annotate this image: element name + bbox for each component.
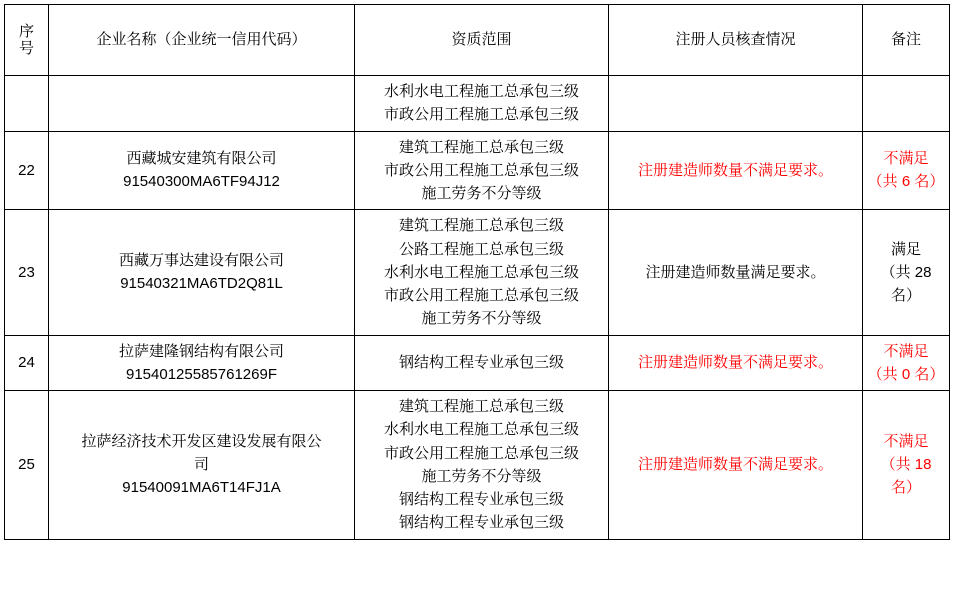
qualification-scope-line: 市政公用工程施工总承包三级 [383, 161, 579, 179]
qualification-scope-line: 市政公用工程施工总承包三级 [383, 106, 579, 124]
remark-line: （共 0 名） [867, 365, 945, 383]
row-personnel-check [609, 76, 863, 132]
qualification-scope-line: 水利水电工程施工总承包三级 [383, 83, 579, 100]
row-qualification-scope [355, 76, 609, 132]
remark-line: （共 18 [880, 456, 932, 474]
qualification-scope-line: 水利水电工程施工总承包三级 [383, 263, 579, 281]
row-sequence-number: 22 [5, 131, 49, 210]
column-header-personnel-check: 注册人员核查情况 [609, 5, 863, 76]
column-header-seq [5, 5, 49, 76]
qualification-scope-line: 钢结构工程专业承包三级 [398, 354, 564, 372]
row-company-name [49, 335, 355, 391]
company-name-line: 91540091MA6T14FJ1A [122, 479, 281, 497]
table-row [5, 391, 950, 540]
column-header-qualification-scope: 资质范围 [355, 5, 609, 76]
column-header-seq-line-1: 序 [18, 22, 34, 40]
row-personnel-check: 注册建造师数量不满足要求。 [609, 335, 863, 391]
row-company-name [49, 391, 355, 540]
column-header-remark: 备注 [863, 5, 950, 76]
company-name-line: 91540125585761269F [126, 365, 277, 383]
company-name-line: 91540300MA6TF94J12 [123, 173, 280, 191]
table-row [5, 210, 950, 335]
row-remark [863, 335, 950, 391]
table-header-row [5, 5, 950, 76]
column-header-company-name: 企业名称（企业统一信用代码） [49, 5, 355, 76]
qualification-scope-line: 水利水电工程施工总承包三级 [383, 421, 579, 439]
row-sequence-number: 25 [5, 391, 49, 540]
company-name-line: 西藏城安建筑有限公司 [126, 150, 277, 168]
qualification-table [4, 4, 950, 540]
table-row [5, 131, 950, 210]
row-sequence-number: 23 [5, 210, 49, 335]
table-header [5, 5, 950, 76]
column-header-seq-line-2: 号 [18, 40, 34, 57]
qualification-scope-line: 市政公用工程施工总承包三级 [383, 444, 579, 462]
qualification-scope-line: 施工劳务不分等级 [421, 467, 542, 485]
row-qualification-scope [355, 210, 609, 335]
row-qualification-scope [355, 335, 609, 391]
row-remark [863, 131, 950, 210]
company-name-line: 拉萨经济技术开发区建设发展有限公 [81, 432, 322, 450]
company-name-line: 司 [193, 456, 209, 474]
qualification-scope-line: 钢结构工程专业承包三级 [398, 491, 564, 508]
qualification-scope-line: 市政公用工程施工总承包三级 [383, 287, 579, 304]
row-personnel-check: 注册建造师数量不满足要求。 [609, 391, 863, 540]
qualification-scope-line: 施工劳务不分等级 [421, 185, 542, 202]
remark-line: 满足 [890, 240, 921, 258]
row-remark [863, 76, 950, 132]
qualification-scope-line: 钢结构工程专业承包三级 [398, 514, 564, 532]
table-row [5, 76, 950, 132]
qualification-scope-line: 建筑工程施工总承包三级 [398, 217, 564, 235]
row-company-name [49, 210, 355, 335]
table-body [5, 76, 950, 540]
row-company-name [49, 76, 355, 132]
remark-line: （共 6 名） [867, 173, 945, 191]
remark-line: 名） [890, 479, 921, 497]
qualification-scope-line: 公路工程施工总承包三级 [398, 240, 564, 258]
remark-line: 不满足 [883, 150, 929, 168]
row-qualification-scope [355, 391, 609, 540]
row-personnel-check: 注册建造师数量不满足要求。 [609, 131, 863, 210]
company-name-line: 拉萨建隆钢结构有限公司 [118, 342, 284, 360]
row-personnel-check: 注册建造师数量满足要求。 [609, 210, 863, 335]
company-name-line: 91540321MA6TD2Q81L [120, 275, 283, 293]
row-remark [863, 391, 950, 540]
remark-line: 不满足 [883, 342, 929, 360]
qualification-scope-line: 施工劳务不分等级 [421, 310, 542, 328]
qualification-scope-line: 建筑工程施工总承包三级 [398, 138, 564, 156]
company-name-line: 西藏万事达建设有限公司 [118, 252, 284, 270]
qualification-scope-line: 建筑工程施工总承包三级 [398, 398, 564, 415]
row-remark [863, 210, 950, 335]
remark-line: 不满足 [883, 432, 929, 450]
remark-line: 名） [890, 287, 921, 304]
row-sequence-number [5, 76, 49, 132]
remark-line: （共 28 [880, 263, 932, 281]
table-row [5, 335, 950, 391]
row-sequence-number: 24 [5, 335, 49, 391]
row-company-name [49, 131, 355, 210]
row-qualification-scope [355, 131, 609, 210]
